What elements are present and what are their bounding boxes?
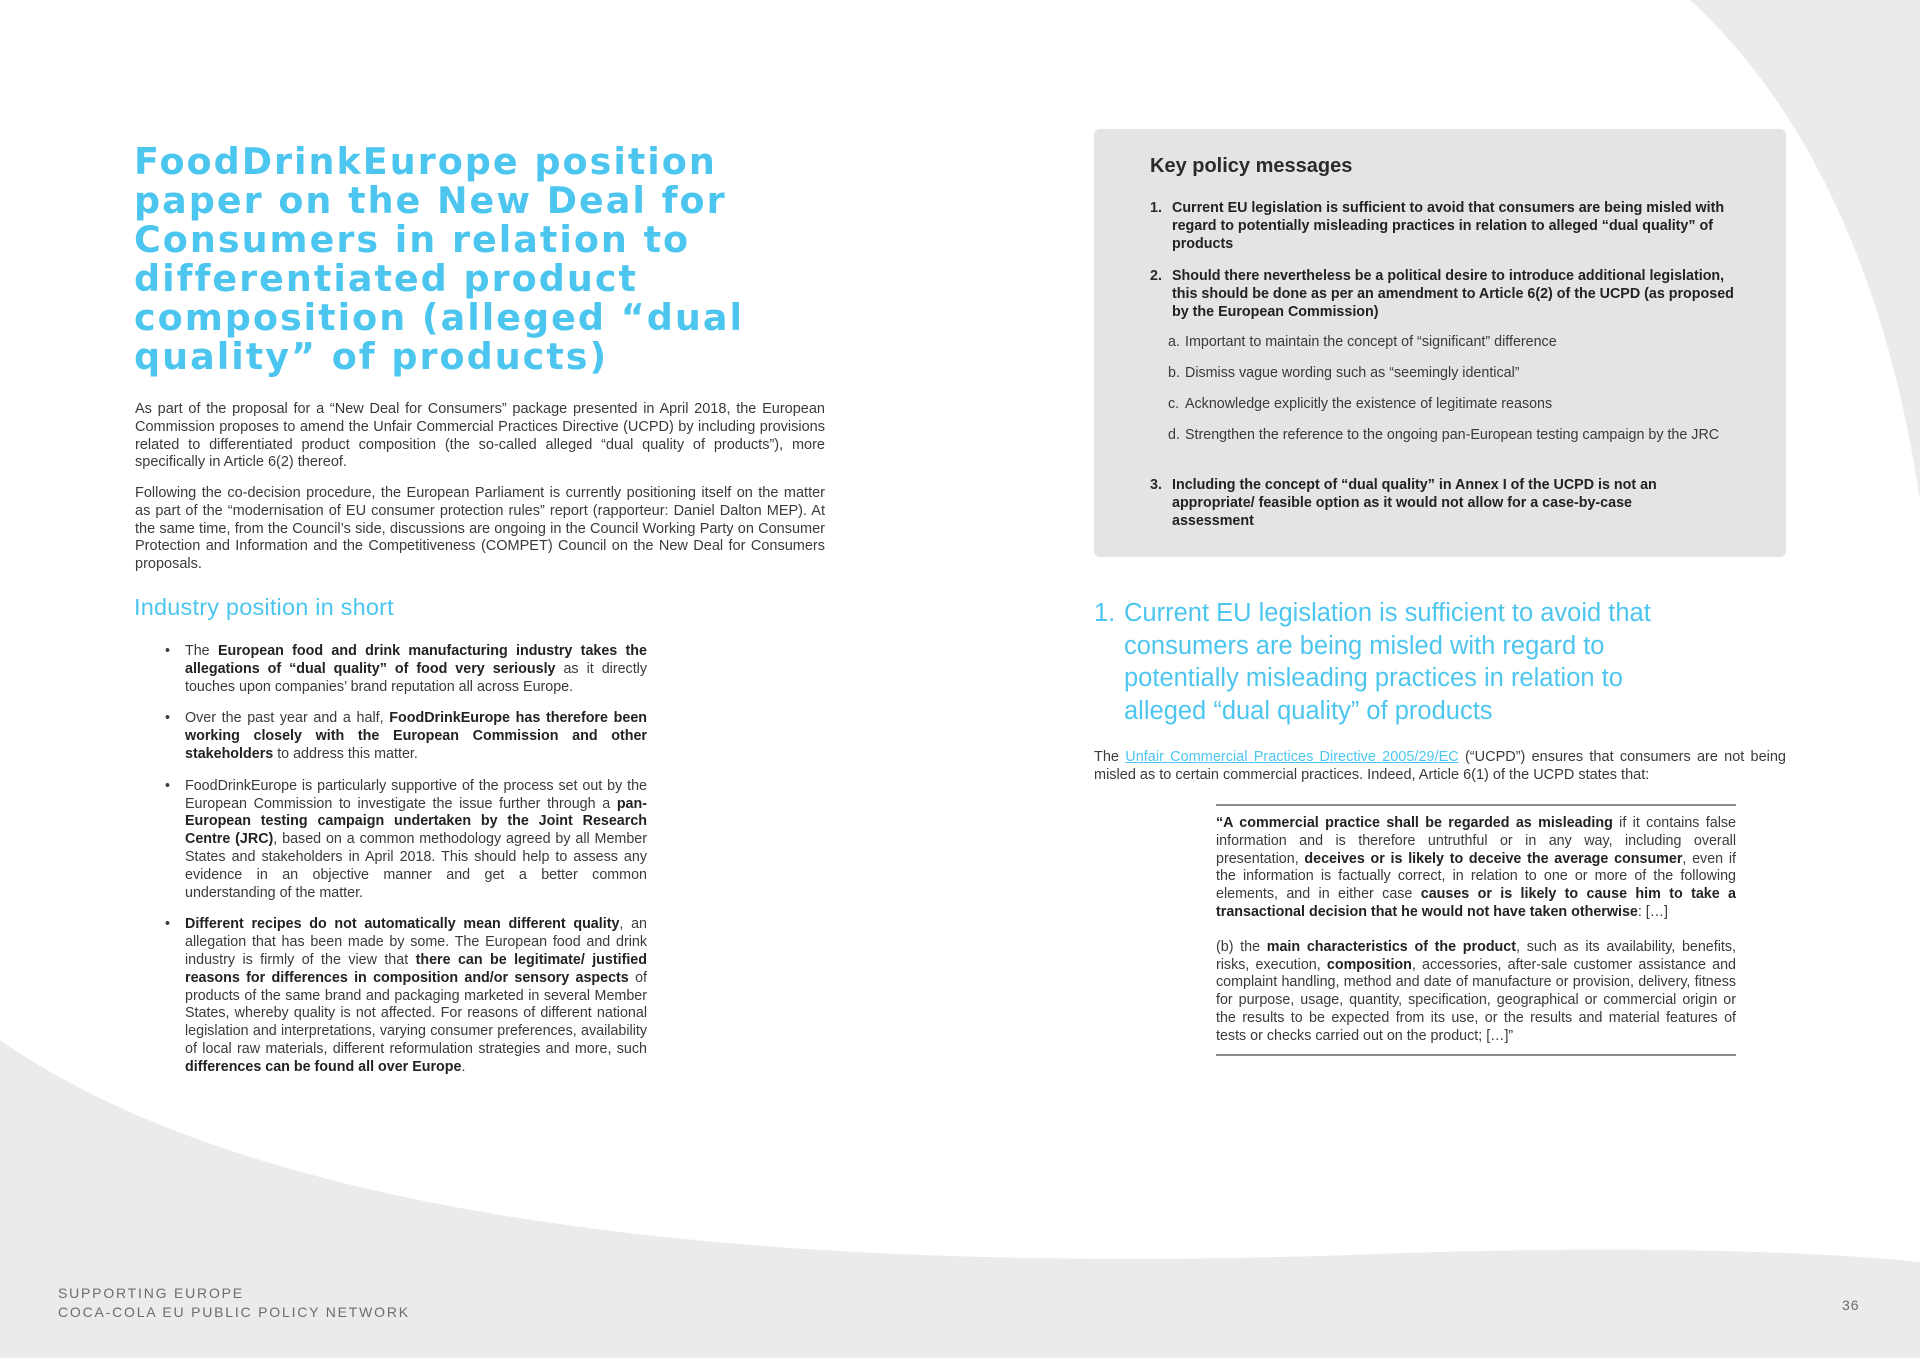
policy-sub-item-d: d. Strengthen the reference to the ongoing pan-European testing campaign by the JRC	[1168, 427, 1720, 443]
quote-paragraph-1: “A commercial practice shall be regarded as misleading if it contains false information and is therefore untruthful or in any way, including overall presentation, deceives or is likely to deceive the average consumer, even if the information is factually correct, in relation to one or more of the following elements, and in either case causes or is likely to cause him to take a transactional decision that he would not have taken otherwise: […]	[1216, 815, 1736, 920]
key-policy-messages-box	[1094, 129, 1786, 557]
policy-sub-item-a: a. Important to maintain the concept of “significant” difference	[1168, 334, 1557, 350]
intro-paragraph-1: As part of the proposal for a “New Deal for Consumers” package presented in April 2018, the European Commission proposes to amend the Unfair Commercial Practices Directive (UCPD) by including provisions related to differentiated product composition (the so-called alleged “dual quality of products”), more specifically in Article 6(2) thereof.	[135, 401, 825, 471]
policy-sub-item-c: c. Acknowledge explicitly the existence of legitimate reasons	[1168, 396, 1553, 412]
ucpd-paragraph: The Unfair Commercial Practices Directive 2005/29/EC (“UCPD”) ensures that consumers are not being misled as to certain commercial practices. Indeed, Article 6(1) of the UCPD states that:	[1094, 749, 1786, 783]
footer-line-2: COCA-COLA EU PUBLIC POLICY NETWORK	[58, 1303, 410, 1320]
list-item: • Different recipes do not automatically mean different quality, an allegation that has been made by some. The European food and drink industry is firmly of the view that there can be legitimate/ justified reasons for differences in composition and/or sensory aspects of products of the same brand and packaging marketed in several Member States, whereby quality is not affected. For reasons of different national legislation and interpretations, varying consumer preferences, availability of local raw materials, different reformulation strategies and more, such differences can be found all over Europe.	[165, 916, 647, 1075]
key-policy-heading: Key policy messages	[1150, 155, 1353, 177]
list-item: • Over the past year and a half, FoodDrinkEurope has therefore been working closely with the European Commission and other stakeholders to address this matter.	[165, 710, 647, 762]
list-item: • FoodDrinkEurope is particularly supportive of the process set out by the European Commission to investigate the issue further through a pan-European testing campaign undertaken by the Joint Research Centre (JRC), based on a common methodology agreed by all Member States and stakeholders in April 2018. This should help to assess any evidence in an objective manner and get a better common understanding of the matter.	[165, 777, 647, 901]
industry-position-heading: Industry position in short	[134, 594, 394, 620]
policy-message-1: 1. Current EU legislation is sufficient to avoid that consumers are being misled with regard to potentially misleading practices in relation to alleged “dual quality” of products	[1150, 200, 1725, 252]
page-title: FoodDrinkEurope position paper on the New Deal for Consumers in relation to differentiated product composition (alleged “dual quality” of products)	[134, 140, 744, 378]
industry-bullet-list	[165, 643, 647, 1091]
policy-message-3: 3. Including the concept of “dual quality” in Annex I of the UCPD is not an appropriate/ feasible option as it would not allow for a case-by-case assessment	[1150, 477, 1657, 529]
policy-sub-item-b: b. Dismiss vague wording such as “seemingly identical”	[1168, 365, 1520, 381]
ucpd-quote-block	[1216, 804, 1736, 1056]
footer	[58, 1284, 410, 1321]
policy-message-2: 2. Should there nevertheless be a political desire to introduce additional legislation, this should be done as per an amendment to Article 6(2) of the UCPD (as proposed by the European Commission)	[1150, 268, 1734, 320]
ucpd-directive-link[interactable]: Unfair Commercial Practices Directive 2005/29/EC	[1125, 749, 1459, 765]
list-item: • The European food and drink manufacturing industry takes the allegations of “dual quality” of food very seriously as it directly touches upon companies’ brand reputation all across Europe.	[165, 643, 647, 695]
intro-paragraph-2: Following the co-decision procedure, the European Parliament is currently positioning itself on the matter as part of the “modernisation of EU consumer protection rules” report (rapporteur: Daniel Dalton MEP). At the same time, from the Council’s side, discussions are ongoing in the Council Working Party on Consumer Protection and Information and the Competitiveness (COMPET) Council on the New Deal for Consumers proposals.	[135, 485, 825, 573]
quote-paragraph-2: (b) the main characteristics of the product, such as its availability, benefits, risks, execution, composition, accessories, after-sale customer assistance and complaint handling, method and date of manufacture or provision, delivery, fitness for purpose, usage, quantity, specification, geographical or commercial origin or the results to be expected from its use, or the results and material features of tests or checks carried out on the product; […]”	[1216, 938, 1737, 1044]
page-number: 36	[1842, 1297, 1860, 1313]
footer-line-1: SUPPORTING EUROPE	[58, 1285, 244, 1301]
